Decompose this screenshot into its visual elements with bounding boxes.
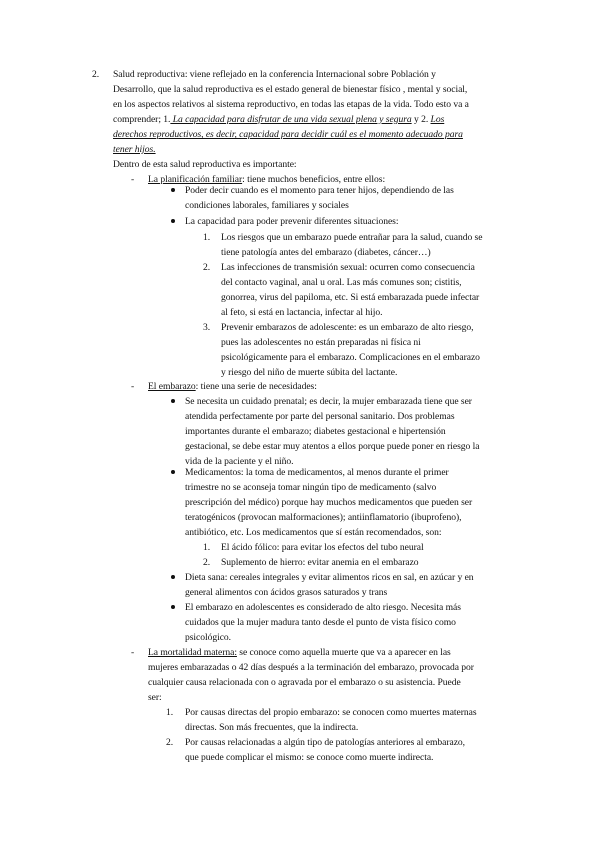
list-item: tiene patología antes del embarazo (diabetes, cáncer…) [221, 247, 431, 258]
list-item: prescripción del médico) porque hay muchos medicamentos que pueden ser [185, 497, 473, 508]
list-item: gonorrea, virus del papiloma, etc. Si está embarazada puede infectar [221, 292, 480, 303]
list-item: Se necesita un cuidado prenatal; es decir, la mujer embarazada tiene que ser [185, 396, 472, 407]
list-item: y riesgo del niño de muerte súbita del lactante. [221, 367, 398, 378]
paragraph-line: mujeres embarazadas o 42 días después a la terminación del embarazo, provocada por [148, 662, 474, 673]
list-number: 2. [166, 737, 174, 748]
list-item: Los riesgos que un embarazo puede entrañar para la salud, cuando se [221, 232, 483, 243]
heading-rest: : tiene muchos beneficios, entre ellos: [242, 174, 386, 185]
list-item: al feto, si está en lactancia, infectar al hijo. [221, 307, 383, 318]
list-item: Prevenir embarazos de adolescente: es un embarazo de alto riesgo, [221, 322, 474, 333]
intro-text: y 2. [411, 114, 431, 125]
list-item: El ácido fólico: para evitar los efectos del tubo neural [221, 542, 424, 553]
list-item: condiciones laborales, familiares y sociales [185, 200, 349, 211]
list-number: 3. [203, 322, 211, 333]
paragraph-line: ser: [148, 692, 162, 703]
list-number: 1. [203, 542, 211, 553]
list-number: 2. [203, 557, 211, 568]
heading-planificacion: La planificación familiar [148, 174, 243, 185]
bullet [171, 188, 175, 192]
dash-marker: - [131, 381, 135, 392]
intro-line: Salud reproductiva: viene reflejado en la conferencia Internacional sobre Población y [113, 69, 436, 80]
list-item: Medicamentos: la toma de medicamentos, al menos durante el primer [185, 467, 449, 478]
list-item: que puede complicar el mismo: se conoce como muerte indirecta. [185, 752, 434, 763]
heading-rest: : tiene una serie de necesidades: [195, 381, 317, 392]
bullet [171, 219, 175, 223]
subheading [148, 645, 451, 660]
list-item: La capacidad para poder prevenir diferentes situaciones: [185, 216, 399, 227]
intro-line: Dentro de esta salud reproductiva es importante: [113, 159, 297, 170]
bullet [171, 575, 175, 579]
section-number: 2. [92, 69, 100, 80]
list-item: Las infecciones de transmisión sexual: ocurren como consecuencia [221, 262, 475, 273]
dash-marker: - [131, 174, 135, 185]
list-number: 1. [166, 707, 174, 718]
paragraph-line: cualquier causa relacionada con o agravada por el embarazo o su asistencia. Puede [148, 677, 461, 688]
list-item: Por causas directas del propio embarazo: se conocen como muertes maternas [185, 707, 477, 718]
list-item: Poder decir cuando es el momento para tener hijos, dependiendo de las [185, 185, 454, 196]
list-item: cuidados que la mujer madura tanto desde el punto de vista físico como [185, 617, 456, 628]
list-item: Suplemento de hierro: evitar anemia en el embarazo [221, 557, 419, 568]
dash-marker: - [131, 647, 135, 658]
list-item: antibiótico, etc. Los medicamentos que sí están recomendados, son: [185, 527, 442, 538]
heading-rest: se conoce como aquella muerte que va a aparecer en las [236, 647, 451, 658]
list-item: trimestre no se aconseja tomar ningún tipo de medicamento (salvo [185, 482, 437, 493]
list-item: del contacto vaginal, anal u oral. Las más comunes son; cistitis, [221, 277, 462, 288]
heading-mortalidad: La mortalidad materna: [148, 647, 237, 658]
list-item: pues las adolescentes no están preparadas ni física ni [221, 337, 421, 348]
bullet [171, 399, 175, 403]
list-item: Dieta sana: cereales integrales y evitar alimentos ricos en sal, en azúcar y en [185, 572, 474, 583]
list-number: 2. [203, 262, 211, 273]
subheading [148, 379, 317, 394]
list-item: vida de la paciente y el niño. [185, 456, 294, 467]
list-item: atendida perfectamente por parte del personal sanitario. Dos problemas [185, 411, 455, 422]
list-number: 1. [203, 232, 211, 243]
list-item: teratogénicos (provocan malformaciones); antiinflamatorio (ibuprofeno), [185, 512, 462, 523]
list-item: directas. Son más frecuentes, que la indirecta. [185, 722, 359, 733]
list-item: psicológico. [185, 632, 232, 643]
rights-phrase: Los [430, 114, 445, 125]
bullet [171, 470, 175, 474]
rights-phrase: derechos reproductivos, es decir, capacidad para decidir cuál es el momento adecuado para [113, 129, 463, 140]
rights-phrase: tener hijos. [113, 144, 156, 155]
intro-text: comprender; 1. [113, 114, 171, 125]
list-item: psicológicamente para el embarazo. Complicaciones en el embarazo [221, 352, 480, 363]
list-item: Por causas relacionadas a algún tipo de patologías anteriores al embarazo, [185, 737, 466, 748]
list-item: El embarazo en adolescentes es considerado de alto riesgo. Necesita más [185, 602, 461, 613]
list-item: importantes durante el embarazo; diabetes gestacional e hipertensión [185, 426, 446, 437]
intro-line: en los aspectos relativos al sistema reproductivo, en todas las etapas de la vida. Todo esto va a [113, 99, 469, 110]
bullet [171, 605, 175, 609]
list-item: general alimentos con ácidos grasos saturados y trans [185, 587, 388, 598]
heading-embarazo: El embarazo [148, 381, 196, 392]
intro-line [113, 112, 444, 127]
capacity-phrase: La capacidad para disfrutar de una vida sexual plena y segura [170, 114, 412, 125]
list-item: gestacional, se debe estar muy atentos a ellos porque puede poner en riesgo la [185, 441, 480, 452]
intro-line: Desarrollo, que la salud reproductiva es el estado general de bienestar físico , mental y social, [113, 84, 468, 95]
